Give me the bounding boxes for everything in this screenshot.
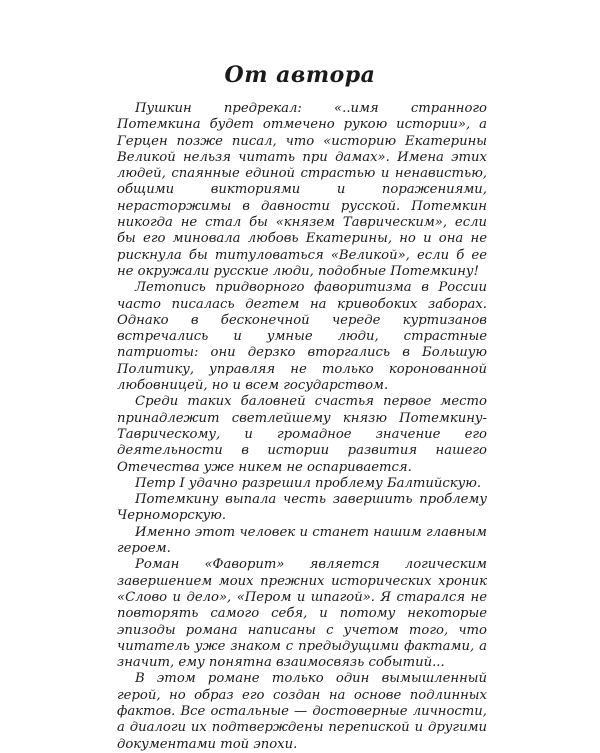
paragraph: В этом романе только один вымышленный герой, но образ его создан на основе подлинных фактов. Все остальные — достоверные личности, а диалоги их подтверждены перепиской и другими документами той эпохи. [117,671,487,752]
paragraph: Именно этот человек и станет нашим главным героем. [117,524,487,557]
paragraph: Петр I удачно разрешил проблему Балтийскую. [135,475,482,491]
paragraph: Пушкин предрекал: «..имя странного Потемкина будет отмечено рукою истории», а Герцен позже писал, что «историю Екатерины Великой нельзя читать при дамах». Имена этих людей, спаянные единой страстью и ненавистью, общими викториями и поражениями, нерасторжимы в давности русской. Потемкин никогда не стал бы «князем Таврическим», если бы его миновала любовь Екатерины, но и она не рискнула бы титуловаться «Великой», если б ее не окружали русские люди, подобные Потемкину! [117,101,487,279]
chapter-body [117,101,487,753]
paragraph: Среди таких баловней счастья первое место принадлежит светлейшему князю Потемкину-Таврическому, и громадное значение его деятельности в истории развития нашего Отечества уже никем не оспаривается. [117,394,487,475]
chapter-title: От автора [224,62,376,88]
paragraph: Потемкину выпала честь завершить проблему Черноморскую. [117,492,487,524]
paragraph: Роман «Фаворит» является логическим завершением моих прежних исторических хроник «Слово и дело», «Пером и шпагой». Я старался не повторять самого себя, и потому некоторые эпизоды романа написаны с учетом того, что читатель уже знаком с предыдущими фактами, а значит, ему понятна взаимосвязь событий... [117,557,487,671]
paragraph: Летопись придворного фаворитизма в России часто писалась дегтем на кривобоких заборах. Однако в бесконечной череде куртизанов встречались и умные люди, страстные патриоты: они дерзко вторгались в Большую Политику, управляя не только коронованной любовницей, но и всем государством. [117,280,487,394]
